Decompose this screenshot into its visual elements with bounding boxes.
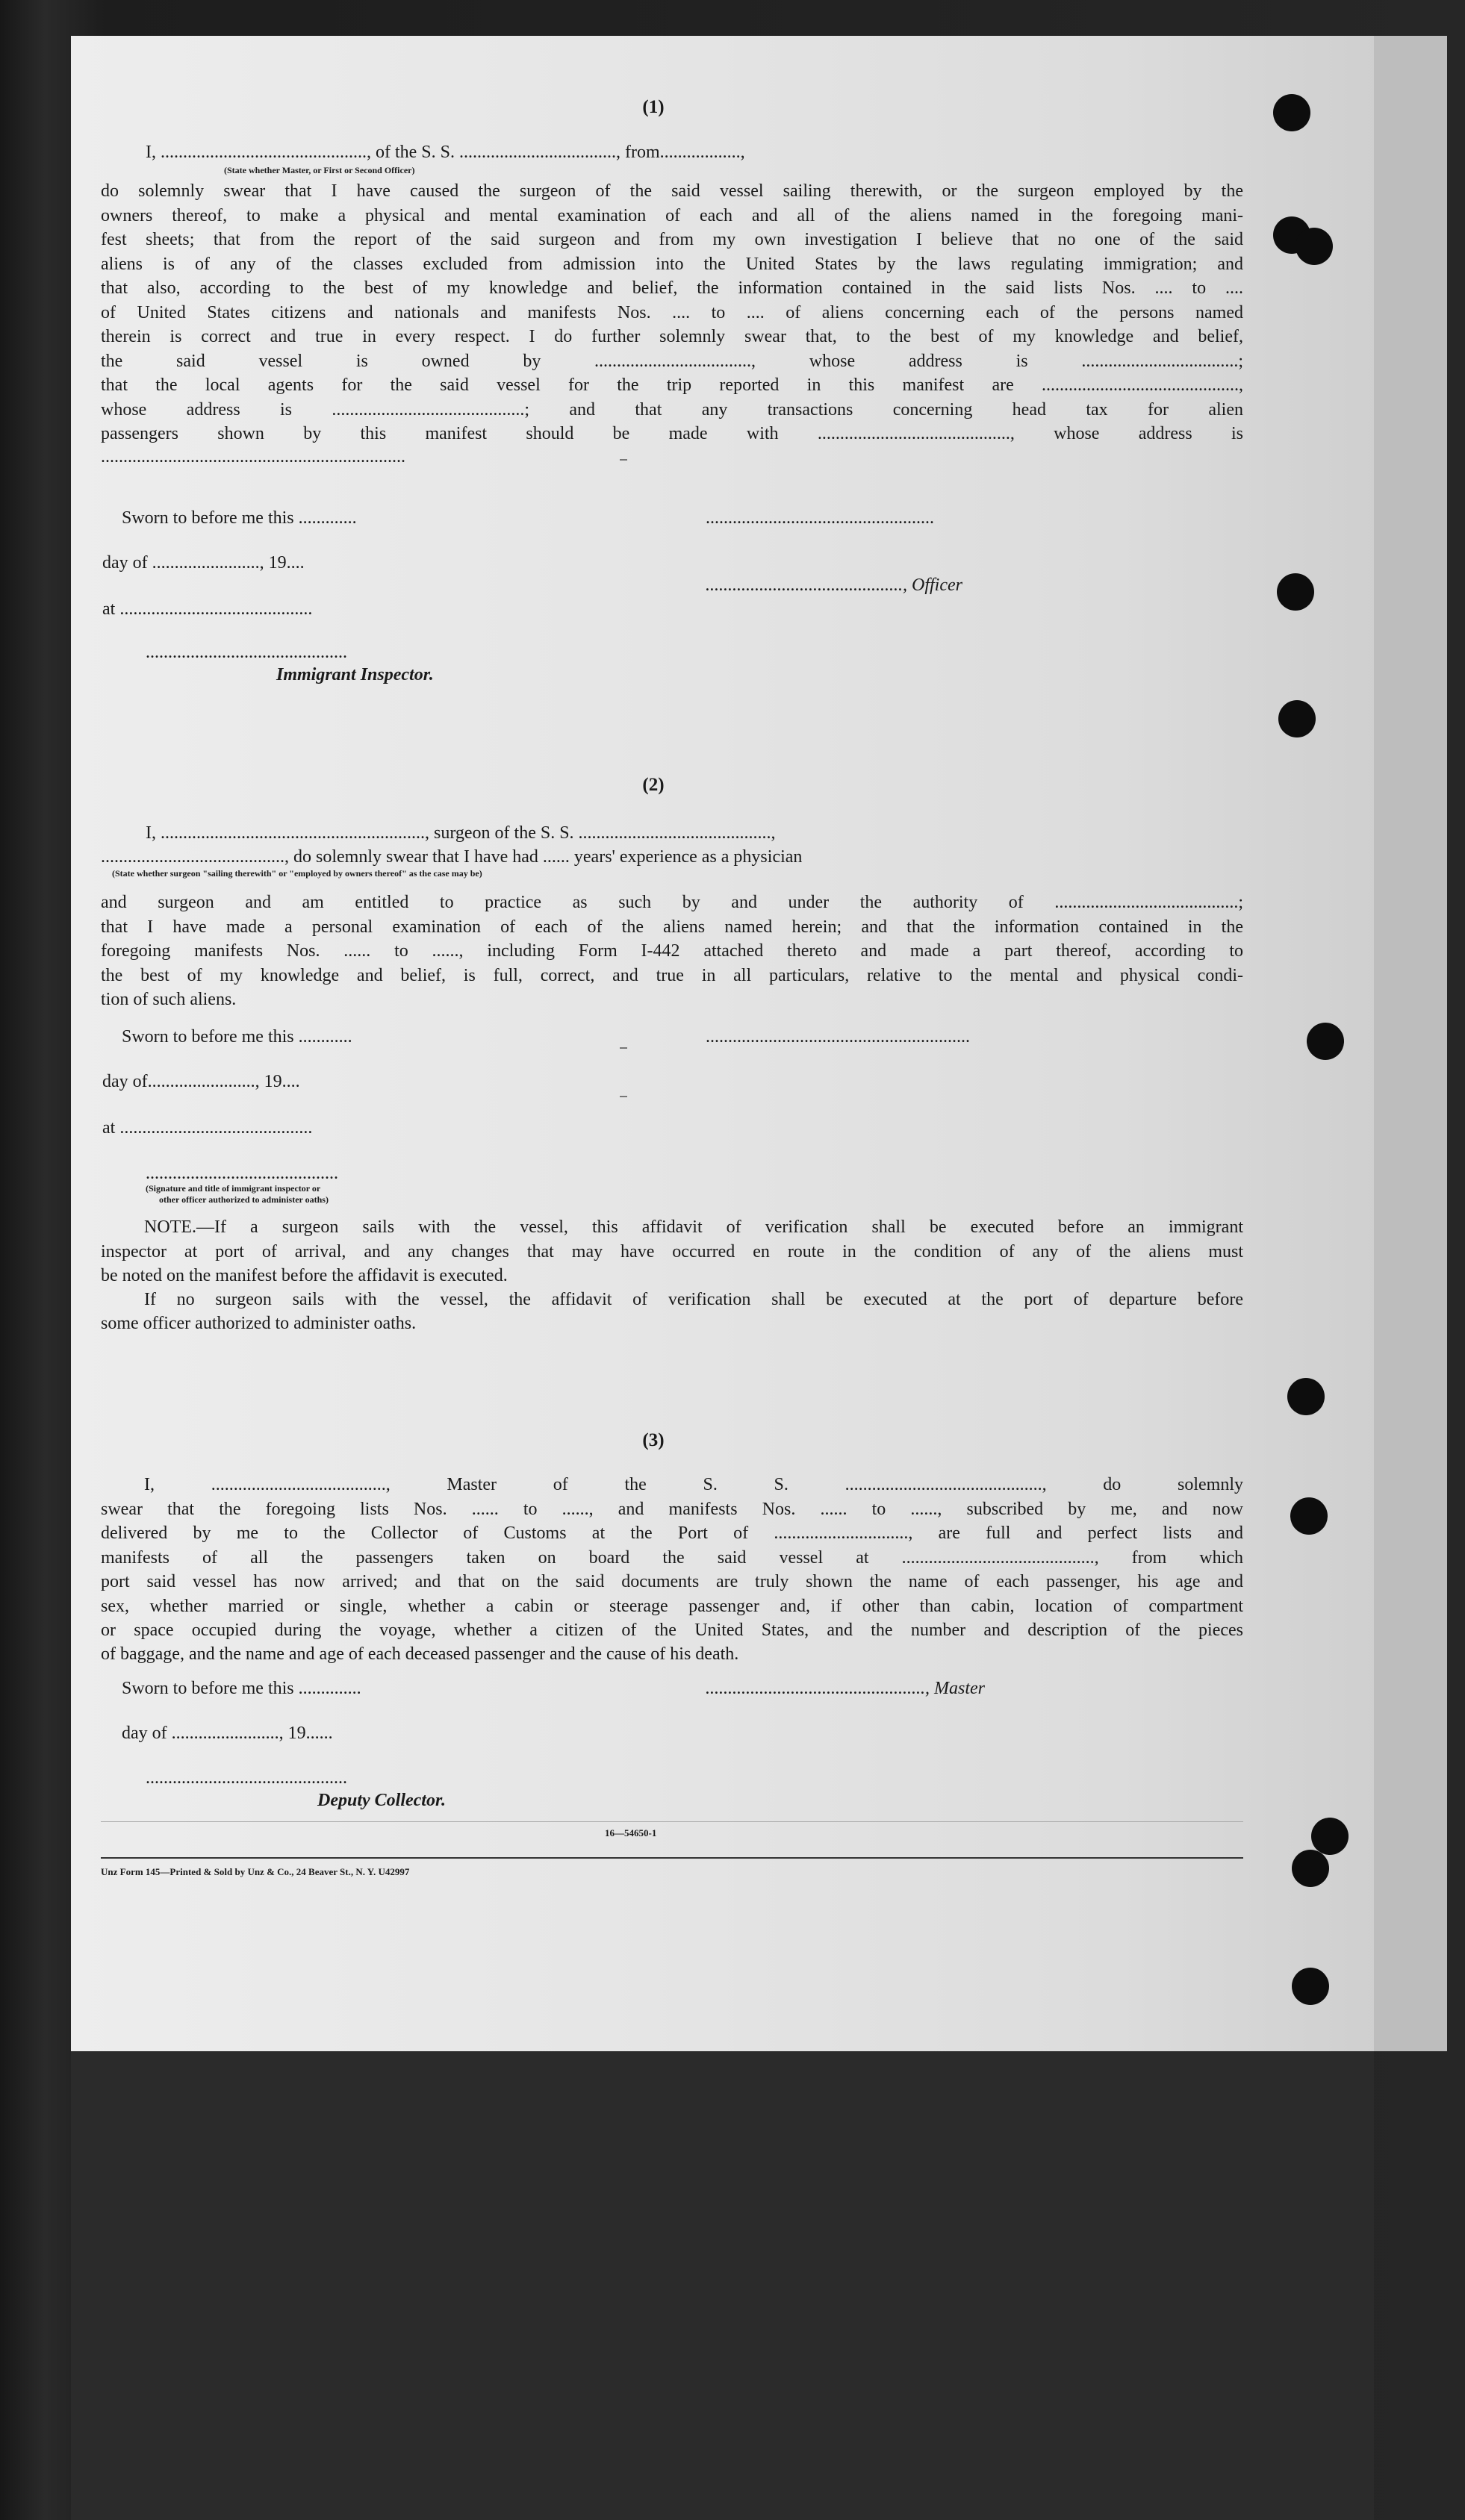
punch-hole [1278, 700, 1316, 737]
section-2-line: that I have made a personal examination of each of the aliens named herein; and that the information contained in the [101, 917, 1243, 937]
punch-hole [1296, 228, 1333, 265]
section-3-line: manifests of all the passengers taken on board the said vessel at ..........................................., from which [101, 1547, 1243, 1568]
section-3-master-line: ................................................., Master [706, 1679, 985, 1698]
section-2-sworn: Sworn to before me this ............ [122, 1027, 352, 1047]
section-3-line: port said vessel has now arrived; and that on the said documents are truly shown the name of each passenger, his age and [101, 1572, 1243, 1591]
section-3-oath-paragraph [101, 1473, 1243, 1643]
section-1-last-line: .................................................................... [101, 447, 405, 467]
section-2-line: foregoing manifests Nos. ...... to ......, including Form I-442 attached thereto and made a part thereof, according to [101, 941, 1243, 961]
section-1-officer-line: ............................................, Officer [706, 576, 962, 595]
section-2-signature-dots: ........................................... [146, 1164, 338, 1183]
section-1-inspector-label: Immigrant Inspector. [276, 665, 434, 684]
punch-hole [1292, 1850, 1329, 1887]
section-3-line: or space occupied during the voyage, whether a citizen of the United States, and the number and description of the pieces [101, 1621, 1243, 1640]
stray-mark [620, 459, 627, 461]
footer-rule [101, 1857, 1243, 1859]
section-2-at: at ........................................... [102, 1118, 313, 1138]
faint-rule [101, 1821, 1243, 1822]
section-1-line: of United States citizens and nationals and manifests Nos. .... to .... of aliens concerning each of the persons named [101, 302, 1243, 322]
section-1-line: whose address is ...........................................; and that any transactions concerning head tax for alien [101, 399, 1243, 420]
section-2-last-line: tion of such aliens. [101, 990, 237, 1009]
printer-credit: Unz Form 145—Printed & Sold by Unz & Co., 24 Beaver St., N. Y. U42997 [101, 1866, 410, 1877]
section-1-line: that also, according to the best of my knowledge and belief, the information contained in the said lists Nos. .... to .... [101, 278, 1243, 298]
section-2-note-line-4: If no surgeon sails with the vessel, the affidavit of verification shall be executed at the port of departure before [144, 1290, 1243, 1309]
section-2-note: (State whether surgeon "sailing therewith" or "employed by owners thereof" as the case may be) [112, 868, 482, 879]
section-2-note-line-3: be noted on the manifest before the affidavit is executed. [101, 1266, 508, 1285]
punch-hole [1311, 1818, 1349, 1855]
section-1-inspector-dots: ............................................. [146, 643, 347, 662]
section-2-signature-note-1: (Signature and title of immigrant inspector or [146, 1183, 321, 1194]
section-1-day: day of ........................, 19.... [102, 553, 305, 573]
section-3-collector-dots: ............................................. [146, 1768, 347, 1788]
section-3-line: sex, whether married or single, whether a cabin or steerage passenger and, if other than cabin, location of compartment [101, 1596, 1243, 1616]
section-2-first-line: I, ..........................................................., surgeon of the S. S. ..........................................., [146, 823, 776, 843]
stray-mark [620, 1096, 627, 1097]
punch-hole [1290, 1497, 1328, 1535]
punch-hole [1287, 1378, 1325, 1415]
section-1-line: aliens is of any of the classes excluded from admission into the United States by the laws regulating immigration; and [101, 254, 1243, 274]
section-2-oath-paragraph [101, 891, 1243, 988]
section-2-surgeon-dots: ........................................................... [706, 1027, 970, 1047]
section-2-second-line: ........................................., do solemnly swear that I have had ...... years' experience as a physician [101, 847, 803, 867]
section-1-line: passengers shown by this manifest should be made with ..........................................., whose address is [101, 424, 1243, 443]
section-3-line: delivered by me to the Collector of Customs at the Port of .............................., are full and perfect lists and [101, 1523, 1243, 1543]
section-2-line: the best of my knowledge and belief, is full, correct, and true in all particulars, relative to the mental and physical condi- [101, 965, 1243, 985]
manifest-page [71, 36, 1378, 2051]
section-2-signature-note-2: other officer authorized to administer oaths) [159, 1194, 329, 1205]
paper-edge-strip [1374, 36, 1447, 2051]
section-1-sworn: Sworn to before me this ............. [122, 508, 357, 528]
section-2-note-line: inspector at port of arrival, and any changes that may have occurred en route in the condition of any of the aliens must [101, 1241, 1243, 1261]
section-3-collector-label: Deputy Collector. [317, 1791, 446, 1810]
punch-hole [1277, 573, 1314, 611]
section-1-at: at ........................................... [102, 599, 313, 619]
section-2-note-line: NOTE.—If a surgeon sails with the vessel, this affidavit of verification shall be executed before an immigrant [144, 1217, 1243, 1237]
punch-hole [1307, 1023, 1344, 1060]
section-2-line: and surgeon and am entitled to practice as such by and under the authority of .........................................; [101, 893, 1243, 912]
section-2-number: (2) [642, 775, 665, 795]
section-3-day: day of ........................, 19...... [122, 1724, 333, 1743]
section-3-line: swear that the foregoing lists Nos. ...... to ......, and manifests Nos. ...... to ......, subscribed by me, and now [101, 1499, 1243, 1519]
scanner-bed-bottom [71, 2051, 1374, 2520]
section-3-sworn: Sworn to before me this .............. [122, 1679, 361, 1698]
section-1-first-line: I, .............................................., of the S. S. ..................................., from.................., [146, 143, 745, 162]
section-2-day: day of........................, 19.... [102, 1072, 300, 1091]
section-2-note-paragraph [101, 1215, 1243, 1264]
section-3-line: I, ......................................., Master of the S. S. ............................................, do solemnly [144, 1475, 1243, 1494]
stray-mark [620, 1047, 627, 1049]
section-1-line: owners thereof, to make a physical and mental examination of each and all of the aliens named in the foregoing mani- [101, 205, 1243, 225]
section-3-number: (3) [642, 1430, 665, 1450]
section-1-line: fest sheets; that from the report of the said surgeon and from my own investigation I believe that no one of the said [101, 230, 1243, 249]
section-1-oath-paragraph [101, 179, 1243, 446]
section-1-line: the said vessel is owned by ..................................., whose address is ...................................; [101, 351, 1243, 371]
section-1-line: do solemnly swear that I have caused the surgeon of the said vessel sailing therewith, or the surgeon employed by the [101, 181, 1243, 201]
section-1-line: that the local agents for the said vessel for the trip reported in this manifest are ............................................, [101, 375, 1243, 395]
punch-hole [1292, 1968, 1329, 2005]
section-1-officer-dots: ................................................... [706, 508, 934, 528]
section-3-last-line: of baggage, and the name and age of each deceased passenger and the cause of his death. [101, 1644, 739, 1664]
form-code: 16—54650-1 [605, 1827, 657, 1838]
section-2-note-line-5: some officer authorized to administer oaths. [101, 1314, 417, 1333]
section-1-line: therein is correct and true in every respect. I do further solemnly swear that, to the best of my knowledge and belief, [101, 327, 1243, 346]
section-1-number: (1) [642, 97, 665, 117]
punch-hole [1273, 94, 1310, 131]
section-1-first-line-note: (State whether Master, or First or Second Officer) [224, 165, 415, 175]
